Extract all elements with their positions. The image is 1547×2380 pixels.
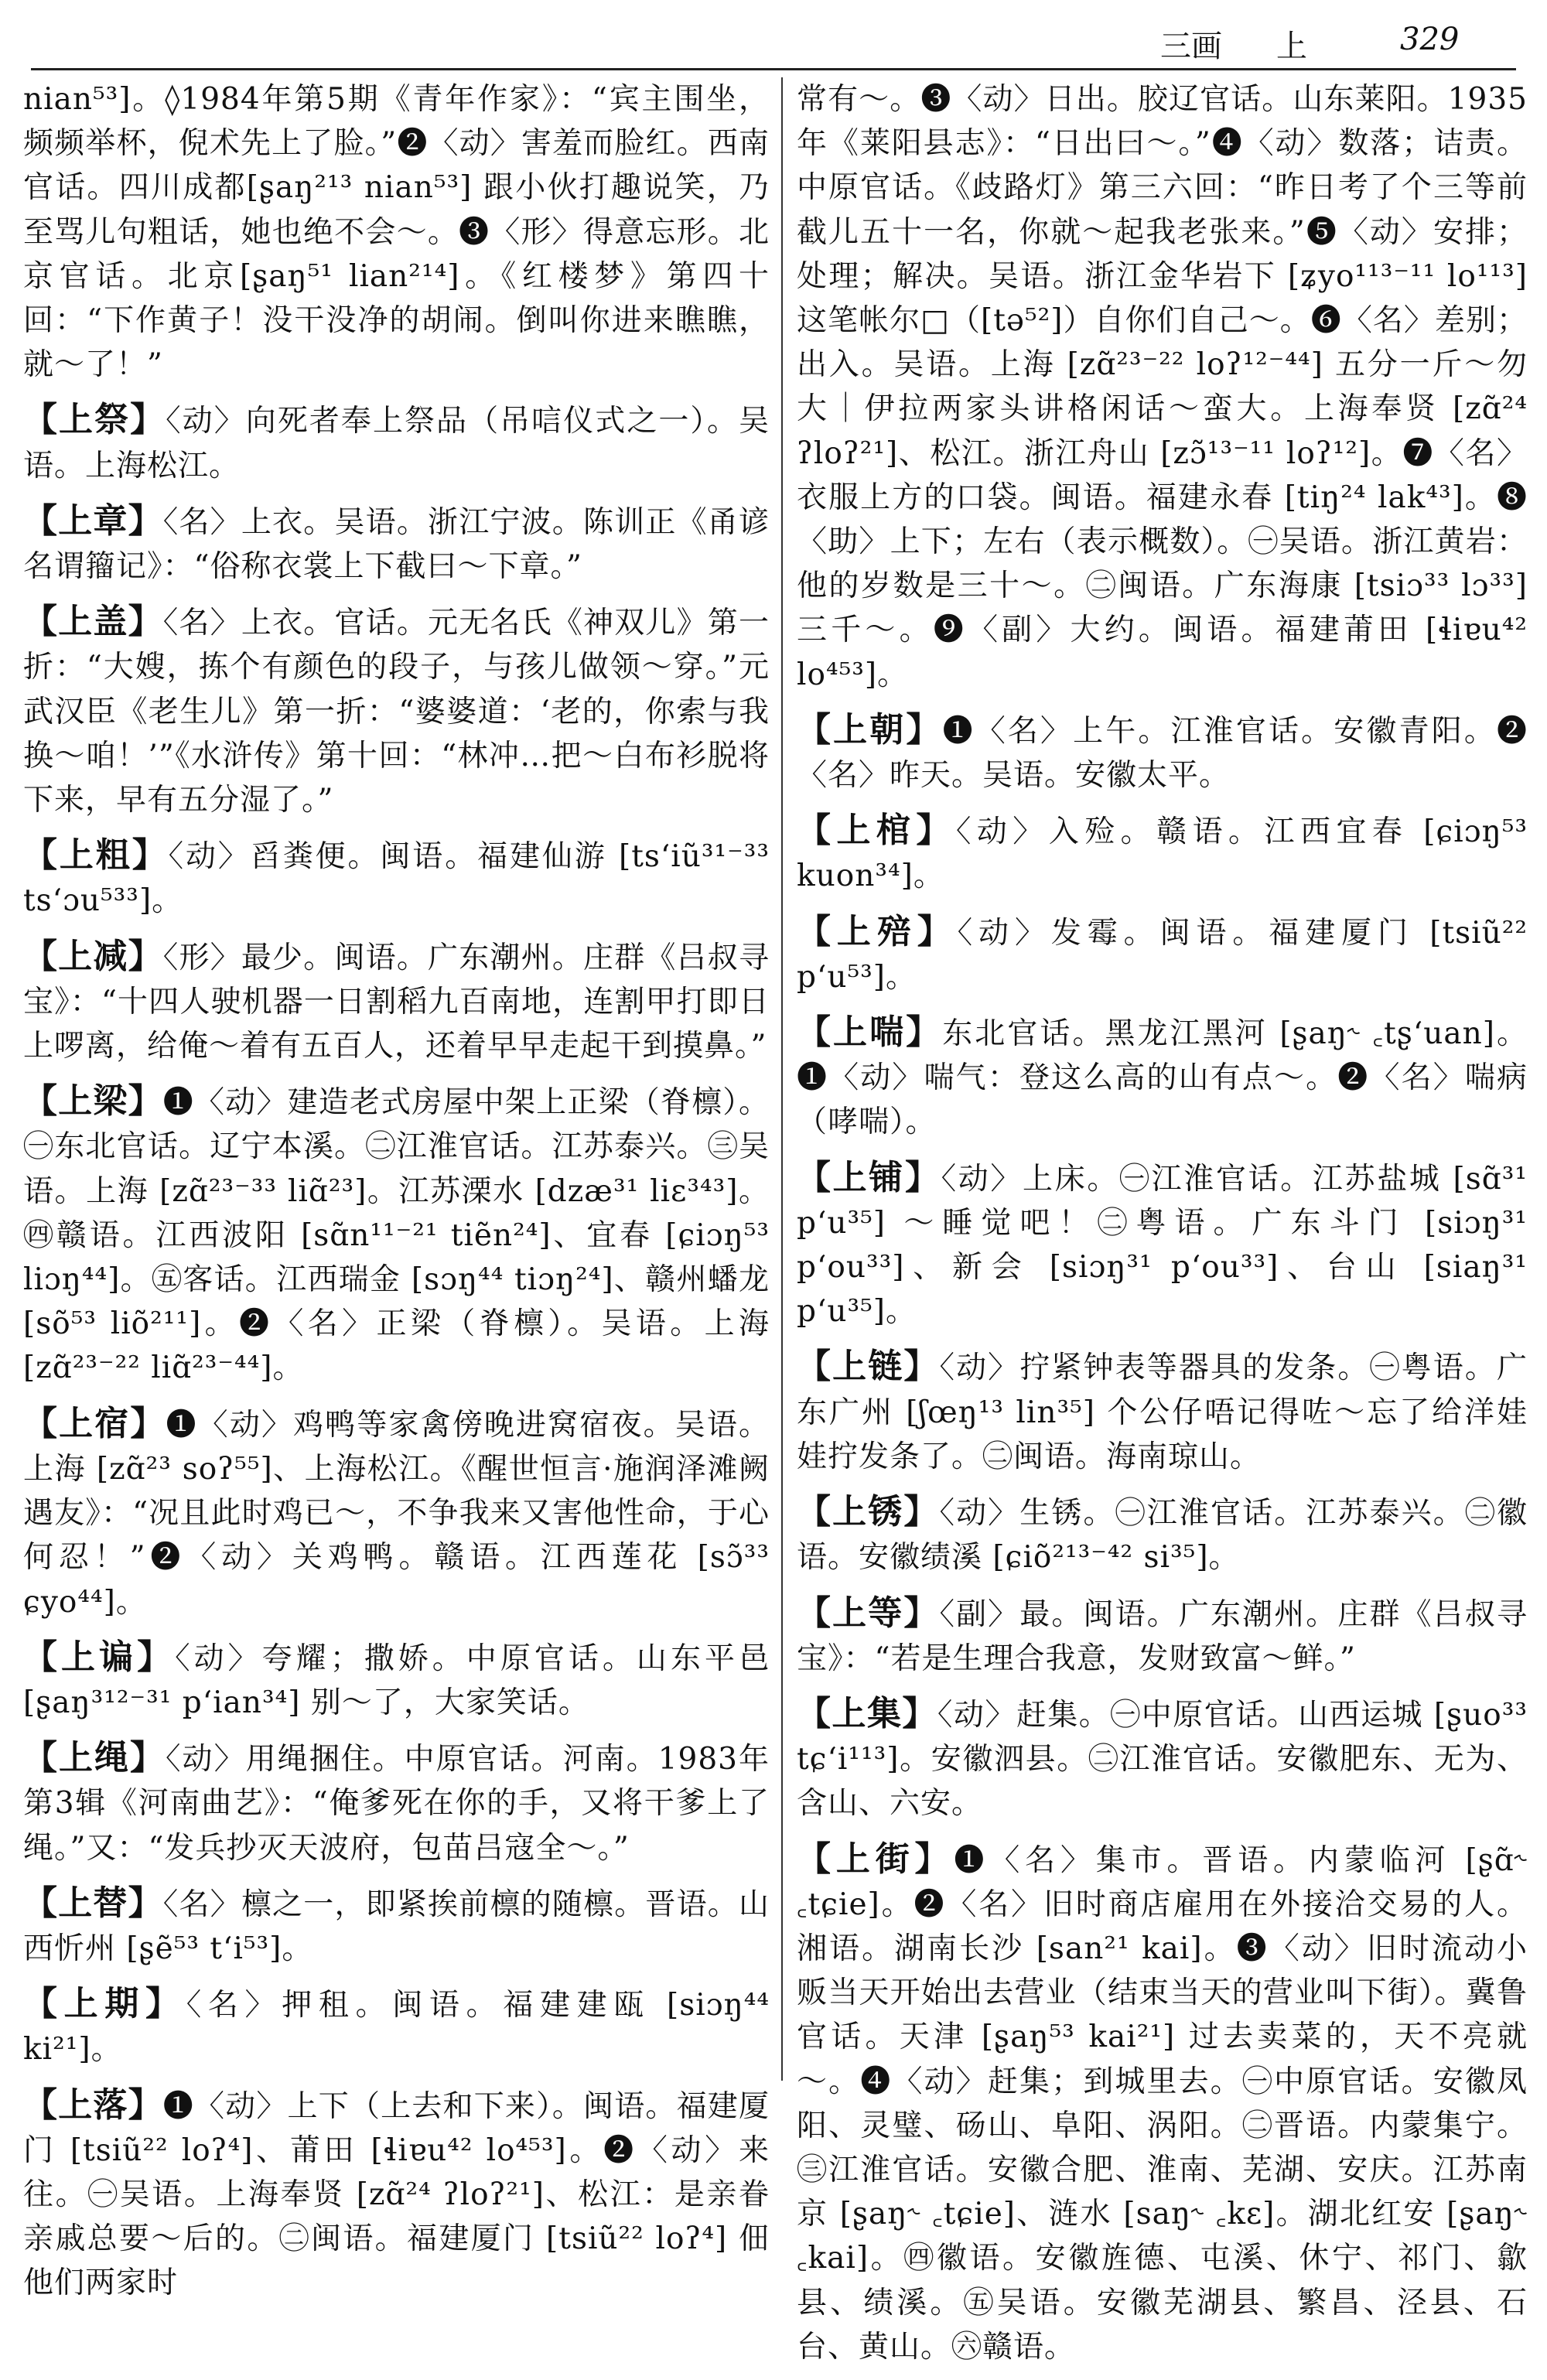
entry-headword: 【上替】 <box>23 1883 163 1923</box>
entry-definition: nian⁵³]。◊1984年第5期《青年作家》：“宾主围坐，频频举杯，倪术先上了脸。”❷〈动〉害羞而脸红。西南官话。四川成都[ʂaŋ²¹³ nian⁵³] 跟小伙打趣说笑，乃至骂儿句粗话，她也绝不会～。❸〈形〉得意忘形。北京官话。北京[ʂaŋ⁵¹ lian²¹⁴]。《红楼梦》第四十回：“下作黄子！没干没净的胡闹。倒叫你进来瞧瞧，就～了！” <box>23 82 770 383</box>
entry-headword: 【上谝】 <box>23 1637 176 1677</box>
dictionary-entry <box>23 934 770 1069</box>
entry-definition: 〈动〉入殓。赣语。江西宜春 [ɕiɔŋ⁵³ kuon³⁴]。 <box>797 814 1528 894</box>
entry-definition: 〈名〉押租。闽语。福建建瓯 [siɔŋ⁴⁴ ki²¹]。 <box>23 1988 770 2068</box>
entry-definition: ❶〈动〉上下（上去和下来）。闽语。福建厦门 [tsiũ²² loʔ⁴]、莆田 [ɬiɐu⁴² lo⁴⁵³]。❷〈动〉来往。㊀吴语。上海奉贤 [zɑ̃²⁴ ʔloʔ²¹]、松江：是亲眷亲戚总要～后的。㊁闽语。福建厦门 [tsiũ²² loʔ⁴] 佃他们两家时 <box>23 2088 770 2301</box>
dictionary-entry <box>23 1736 770 1870</box>
dictionary-entry <box>797 1344 1528 1479</box>
entry-continuation <box>797 77 1528 697</box>
dictionary-entry <box>23 1402 770 1624</box>
entry-headword: 【上盖】 <box>23 602 163 642</box>
dictionary-entry <box>797 1490 1528 1579</box>
entry-continuation <box>23 77 770 387</box>
dictionary-entry <box>23 1881 770 1971</box>
entry-definition: 〈动〉拧紧钟表等器具的发条。㊀粤语。广东广州 [ʃœŋ¹³ lin³⁵] 个公仔唔记得咗～忘了给洋娃娃拧发条了。㊁闽语。海南琼山。 <box>797 1350 1528 1474</box>
entry-definition: 〈形〉最少。闽语。广东潮州。庄群《吕叔寻宝》：“十四人驶机器一日割稻九百南地，连割甲打即日上啰离，给俺～着有五百人，还着早早走起干到摸鼻。” <box>23 940 770 1064</box>
index-char: 上 <box>1276 29 1307 64</box>
entry-headword: 【上街】 <box>797 1839 954 1879</box>
dictionary-entry <box>23 599 770 822</box>
entry-definition: 〈动〉发霉。闽语。福建厦门 [tsiũ²² p‘u⁵³]。 <box>797 915 1528 995</box>
entry-headword: 【上殕】 <box>797 911 958 951</box>
entry-headword: 【上宿】 <box>23 1403 166 1443</box>
entry-definition: 〈动〉用绳捆住。中原官话。河南。1983年第3辑《河南曲艺》：“俺爹死在你的手，又将干爹上了绳。”又：“发兵抄灭天波府，包苗吕寇全～。” <box>23 1742 770 1866</box>
dictionary-entry <box>797 1156 1528 1334</box>
entry-headword: 【上绳】 <box>23 1738 166 1778</box>
entry-definition: 〈动〉生锈。㊀江淮官话。江苏泰兴。㊁徽语。安徽绩溪 [ɕiõ²¹³⁻⁴² si³⁵]。 <box>797 1496 1528 1576</box>
entry-definition: ❶〈名〉上午。江淮官话。安徽青阳。❷〈名〉昨天。吴语。安徽太平。 <box>797 713 1528 794</box>
entry-headword: 【上祭】 <box>23 400 166 440</box>
entry-headword: 【上锈】 <box>797 1492 940 1532</box>
entry-definition: 〈名〉檩之一，即紧挨前檩的随檩。晋语。山西忻州 [ʂẽ⁵³ t‘i⁵³]。 <box>23 1887 770 1966</box>
dictionary-entry <box>23 833 770 923</box>
entry-headword: 【上梁】 <box>23 1081 163 1122</box>
dictionary-entry <box>23 499 770 589</box>
entry-headword: 【上喘】 <box>797 1012 943 1053</box>
entry-headword: 【上链】 <box>797 1347 940 1387</box>
entry-definition: ❶〈名〉集市。晋语。内蒙临河 [ʂɑ̃˞ ꜀tɕie]。❷〈名〉旧时商店雇用在外接洽交易的人。湘语。湖南长沙 [san²¹ kai]。❸〈动〉旧时流动小贩当天开始出去营业（结束当天的营业叫下街）。冀鲁官话。天津 [ʂaŋ⁵³ kai²¹] 过去卖菜的，天不亮就～。❹〈动〉赶集；到城里去。㊀中原官话。安徽凤阳、灵璧、砀山、阜阳、涡阳。㊁晋语。内蒙集宁。㊂江淮官话。安徽合肥、淮南、芜湖、安庆。江苏南京 [ʂaŋ˞ ꜀tɕie]、涟水 [saŋ˞ ꜀kɛ]。湖北红安 [ʂaŋ˞ ꜀kai]。㊃徽语。安徽旌德、屯溪、休宁、祁门、歙县、绩溪。㊄吴语。安徽芜湖县、繁昌、泾县、石台、黄山。㊅赣语。 <box>797 1842 1528 2365</box>
dictionary-entry <box>23 1079 770 1390</box>
entry-definition: 〈动〉舀粪便。闽语。福建仙游 [ts‘iũ³¹⁻³³ ts‘ɔu⁵³³]。 <box>23 839 770 919</box>
left-column <box>23 77 770 2317</box>
entry-headword: 【上铺】 <box>797 1157 941 1197</box>
page-number: 329 <box>1400 22 1460 57</box>
entry-definition: 〈动〉赶集。㊀中原官话。山西运城 [ʂuo³³ tɕ‘i¹¹³]。安徽泗县。㊁江淮官话。安徽肥东、无为、含山、六安。 <box>797 1697 1528 1822</box>
entry-headword: 【上减】 <box>23 936 163 976</box>
entry-definition: 常有～。❸〈动〉日出。胶辽官话。山东莱阳。1935年《莱阳县志》：“日出曰～。”❹〈动〉数落；诘责。中原官话。《歧路灯》第三六回：“昨日考了个三等前截儿五十一名，你就～起我老张来。”❺〈动〉安排；处理；解决。吴语。浙江金华岩下 [ʑyo¹¹³⁻¹¹ lo¹¹³] 这笔帐尔□（[tə⁵²]）自你们自己～。❻〈名〉差别；出入。吴语。上海 [zɑ̃²³⁻²² loʔ¹²⁻⁴⁴] 五分一斤～勿大｜伊拉两家头讲格闲话～蛮大。上海奉贤 [zɑ̃²⁴ ʔloʔ²¹]、松江。浙江舟山 [zɔ̃¹³⁻¹¹ loʔ¹²]。❼〈名〉衣服上方的口袋。闽语。福建永春 [tiŋ²⁴ lak⁴³]。❽〈助〉上下；左右（表示概数）。㊀吴语。浙江黄岩：他的岁数是三十～。㊁闽语。广东海康 [tsiɔ³³ lɔ³³] 三千～。❾〈副〉大约。闽语。福建莆田 [ɬiɐu⁴² lo⁴⁵³]。 <box>797 82 1528 692</box>
entry-headword: 【上朝】 <box>797 709 943 750</box>
entry-definition: 〈动〉向死者奉上祭品（吊唁仪式之一）。吴语。上海松江。 <box>23 404 770 483</box>
entry-definition: ❶〈动〉鸡鸭等家禽傍晚进窝宿夜。吴语。上海 [zɑ̃²³ soʔ⁵⁵]、上海松江。《醒世恒言·施润泽滩阙遇友》：“况且此时鸡已～，不争我来又害他性命，于心何忍！”❷〈动〉关鸡鸭。赣语。江西莲花 [sɔ̃³³ ɕyo⁴⁴]。 <box>23 1407 770 1620</box>
dictionary-entry <box>797 1692 1528 1826</box>
entry-headword: 【上粗】 <box>23 835 169 876</box>
entry-definition: 〈动〉夸耀；撒娇。中原官话。山东平邑 [ʂaŋ³¹²⁻³¹ p‘ian³⁴] 别～了，大家笑话。 <box>23 1641 770 1720</box>
running-head <box>0 0 1547 70</box>
entry-definition: ❶〈动〉建造老式房屋中架上正梁（脊檩）。㊀东北官话。辽宁本溪。㊁江淮官话。江苏泰兴。㊂吴语。上海 [zɑ̃²³⁻³³ liɑ̃²³]。江苏溧水 [dzæ³¹ liɛ³⁴³]。㊃赣语。江西波阳 [sɑ̃n¹¹⁻²¹ tiẽn²⁴]、宜春 [ɕiɔŋ⁵³ liɔŋ⁴⁴]。㊄客话。江西瑞金 [sɔŋ⁴⁴ tiɔŋ²⁴]、赣州蟠龙 [sõ⁵³ liõ²¹¹]。❷〈名〉正梁（脊檩）。吴语。上海 [zɑ̃²³⁻²² liɑ̃²³⁻⁴⁴]。 <box>23 1085 770 1386</box>
dictionary-entry <box>23 2083 770 2306</box>
right-column <box>797 77 1528 2380</box>
dictionary-entry <box>797 910 1528 999</box>
dictionary-entry <box>23 1982 770 2071</box>
dictionary-entry <box>23 1635 770 1725</box>
column-divider <box>781 77 783 2081</box>
dictionary-entry <box>797 708 1528 797</box>
header-rule <box>31 68 1516 70</box>
dictionary-entry <box>797 1010 1528 1145</box>
entry-headword: 【上等】 <box>797 1593 940 1633</box>
entry-definition: 〈动〉上床。㊀江淮官话。江苏盐城 [sɑ̃³¹ p‘u³⁵] ～睡觉吧！㊁粤语。广东斗门 [siɔŋ³¹ p‘ou³³]、新会 [siɔŋ³¹ p‘ou³³]、台山 [siaŋ³¹ p‘u³⁵]。 <box>797 1161 1528 1330</box>
entry-definition: 〈副〉最。闽语。广东潮州。庄群《吕叔寻宝》：“若是生理合我意，发财致富～鲜。” <box>797 1596 1528 1676</box>
entry-definition: 东北官话。黑龙江黑河 [ʂaŋ˞ ꜀tʂ‘uan]。❶〈动〉喘气：登这么高的山有点～。❷〈名〉喘病（哮喘）。 <box>797 1016 1528 1140</box>
entry-definition: 〈名〉上衣。官话。元无名氏《神双儿》第一折：“大嫂，拣个有颜色的段子，与孩儿做领～穿。”元武汉臣《老生儿》第一折：“婆婆道：‘老的，你索与我换～咱！’”《水浒传》第十回：“林冲…把～白布衫脱将下来，早有五分湿了。” <box>23 606 770 818</box>
dictionary-entry <box>797 1837 1528 2369</box>
section-label: 三画 <box>1160 29 1222 64</box>
entry-headword: 【上棺】 <box>797 811 956 851</box>
entry-definition: 〈名〉上衣。吴语。浙江宁波。陈训正《甬谚名谓籀记》：“俗称衣裳上下截曰～下章。” <box>23 504 770 585</box>
entry-headword: 【上落】 <box>23 2085 163 2125</box>
dictionary-entry <box>797 808 1528 898</box>
dictionary-entry <box>797 1591 1528 1681</box>
entry-headword: 【上集】 <box>797 1693 937 1733</box>
entry-headword: 【上期】 <box>23 1984 186 2024</box>
entry-headword: 【上章】 <box>23 500 163 541</box>
dictionary-entry <box>23 398 770 487</box>
